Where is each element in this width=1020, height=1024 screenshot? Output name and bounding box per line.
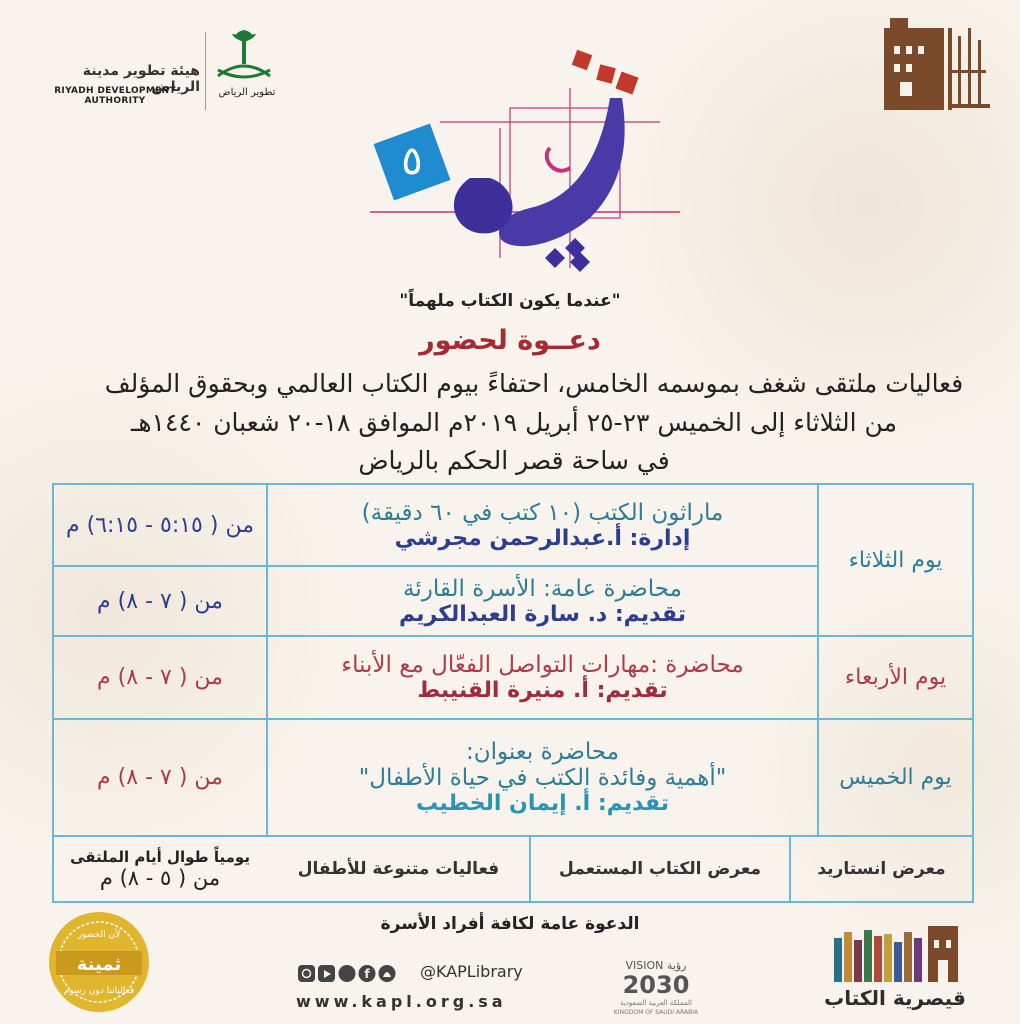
footer-invite: الدعوة عامة لكافة أفراد الأسرة	[380, 914, 640, 934]
event-title: محاضرة بعنوان:	[465, 739, 620, 765]
twitter-icon	[339, 965, 356, 982]
event-title: ماراثون الكتب (١٠ كتب في ٦٠ دقيقة)	[361, 499, 724, 526]
shaghaf-logo	[360, 48, 700, 278]
event-title: محاضرة :مهارات التواصل الفعّال مع الأبناء	[341, 652, 744, 678]
event-time: من ( ٧ - ٨) م	[97, 665, 223, 690]
exhibit-used-books: معرض الكتاب المستعمل	[559, 859, 761, 879]
day-tuesday: يوم الثلاثاء	[848, 547, 943, 573]
vision-sub-en: KINGDOM OF SAUDI ARABIA	[613, 1009, 699, 1016]
day-thursday: يوم الخميس	[839, 765, 952, 790]
vision-year: 2030	[622, 971, 690, 999]
vision-2030-logo	[608, 955, 704, 1017]
rda-name-english: RIYADH DEVELOPMENT AUTHORITY	[54, 86, 176, 106]
seal-bottom-text: فعالياتنا دون رسوم	[63, 986, 135, 996]
exhibit-instaread: معرض انستاريد	[817, 859, 946, 879]
social-icons	[296, 962, 416, 986]
vision-label: VISION رؤية	[625, 959, 687, 972]
rda-name-arabic: هيئة تطوير مدينة الرياض	[82, 63, 200, 95]
day-wednesday: يوم الأربعاء	[844, 665, 947, 690]
event-time: من ( ٧ - ٨) م	[97, 588, 223, 614]
vision-sub-ar: المملكة العربية السعودية	[620, 999, 692, 1007]
event-speaker: إدارة: أ.عبدالرحمن مجرشي	[394, 525, 691, 551]
event-communication	[267, 636, 818, 719]
invite-title: دعــوة لحضور	[419, 325, 601, 356]
daily-label: يومياً طوال أيام الملتقى	[70, 848, 250, 866]
event-dates: من الثلاثاء إلى الخميس ٢٣-٢٥ أبريل ٢٠١٩م الموافق ١٨-٢٠ شعبان ١٤٤٠هـ	[131, 408, 897, 437]
event-reading-family	[267, 566, 818, 636]
header-divider	[205, 32, 206, 110]
event-description: فعاليات ملتقى شغف بموسمه الخامس، احتفاءً بيوم الكتاب العالمي وبحقوق المؤلف	[104, 369, 964, 398]
free-entry-seal	[44, 907, 154, 1017]
event-speaker: تقديم: أ. إيمان الخطيب	[416, 791, 669, 816]
rda-subtitle: تطوير الرياض	[218, 87, 276, 98]
daily-schedule	[53, 836, 267, 902]
event-speaker: تقديم: أ. منيرة القنيبط	[417, 678, 668, 703]
event-children-books	[267, 719, 818, 836]
website-link[interactable]: www.kapl.org.sa	[296, 992, 507, 1011]
schedule-table	[52, 483, 974, 903]
event-time: من ( ٥:١٥ - ٦:١٥) م	[66, 512, 254, 538]
svg-text:f: f	[364, 967, 370, 981]
event-speaker: تقديم: د. سارة العبدالكريم	[399, 601, 686, 627]
qaisariya-label: قيصرية الكتاب	[824, 986, 966, 1010]
event-location: في ساحة قصر الحكم بالرياض	[358, 446, 670, 475]
kapl-logo	[884, 18, 992, 113]
event-marathon	[267, 484, 818, 566]
daily-time: من ( ٥ - ٨) م	[99, 866, 221, 890]
kids-activities: فعاليات متنوعة للأطفال	[297, 859, 500, 879]
event-title: محاضرة عامة: الأسرة القارئة	[403, 575, 682, 602]
event-title-line2: "أهمية وفائدة الكتب في حياة الأطفال"	[358, 765, 727, 791]
quote-text: "عندما يكون الكتاب ملهماً"	[399, 291, 621, 311]
instagram-icon	[298, 965, 315, 982]
social-handle[interactable]: @KAPLibrary	[420, 962, 523, 981]
event-time: من ( ٧ - ٨) م	[97, 765, 223, 790]
saudi-emblem-icon	[212, 26, 276, 86]
edition-number: ٥	[401, 138, 423, 184]
seal-main-text: ثمينة	[76, 954, 122, 975]
seal-top-text: لأن الحضور	[77, 930, 121, 940]
